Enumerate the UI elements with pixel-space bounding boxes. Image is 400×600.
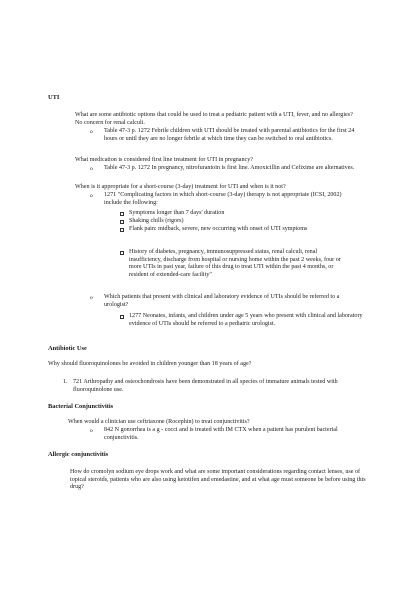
conjunctivitis-answer-gonorrhea: 842 N gonorrhea is a g - cocci and is treated with IM CTX when a patient has purulent bacterial conjunctivitis.: [104, 427, 338, 441]
square-bullet-icon: [120, 315, 124, 319]
square-bullet-icon: [120, 251, 124, 255]
complicating-factor-item: History of diabetes, pregnancy, immunosuppressed status, renal calculi, renal insufficiency, discharge from hospital or nursing home within the past 2 weeks, four or more UTIs in past year, failure of this drug to treat UTI within the past 4 months, or resident of extended-care facility": [129, 249, 341, 278]
uti-question-pregnancy: What medication is considered first line treatment for UTI in pregnancy?: [75, 157, 254, 163]
bullet-marker: o: [90, 295, 93, 301]
bullet-marker: o: [90, 193, 93, 199]
bullet-marker: o: [90, 428, 93, 434]
allergic-question-cromolyn: How do cromolyn sodium eye drops work and what are some important considerations regarding contact lenses, use of topical steroids, patients who are also using ketotifen and emedastine, and at what age must someone be before using this drug?: [70, 469, 366, 491]
complicating-factor-item: Symptoms longer than 7 days' duration: [129, 210, 225, 216]
square-bullet-icon: [120, 212, 124, 216]
uti-answer-pediatric-urologist: 1277 Neonates, infants, and children under age 5 years who present with clinical and laboratory evidence of UTIs should be referred to a pediatric urologist.: [129, 313, 363, 327]
uti-answer-febrile-children: Table 47-3 p. 1272 Febrile children with UTI should be treated with parental antibiotics for the first 24 hours or until they are no longer febrile at which time they can be switched to oral antibiotics.: [104, 128, 355, 142]
antibiotic-use-heading: Antibiotic Use: [48, 345, 87, 352]
conjunctivitis-question-ceftriaxone: When would a clinician use ceftriaxone (Rocephin) to treat conjunctivitis?: [68, 419, 250, 425]
uti-question-antibiotic-options: What are some antibiotic options that could be used to treat a pediatric patient with a UTI, fever, and no allergies? No concern for renal calculi.: [75, 112, 353, 126]
square-bullet-icon: [120, 228, 124, 232]
list-number: 1.: [63, 379, 68, 385]
bullet-marker: o: [90, 129, 93, 135]
antibiotic-answer-arthropathy: 721 Arthropathy and osteochondrosis have been demonstrated in all species of immature animals tested with fluoroquinolone use.: [73, 379, 338, 393]
allergic-conjunctivitis-heading: Allergic conjunctivitis: [48, 451, 109, 458]
bacterial-conjunctivitis-heading: Bacterial Conjunctivitis: [48, 403, 114, 410]
complicating-factor-item: Flank pain: midback, severe, new occurring with onset of UTI symptoms: [129, 226, 308, 232]
uti-heading: UTI: [48, 94, 60, 101]
uti-question-urologist-referral: Which patients that present with clinical and laboratory evidence of UTIs should be referred to a urologist?: [104, 294, 340, 308]
uti-question-short-course: When is it appropriate for a short-course (3-day) treatment for UTI and when is it not?: [75, 184, 286, 190]
square-bullet-icon: [120, 220, 124, 224]
uti-answer-complicating-factors: 1271 "Complicating factors in which short-course (3-day) therapy is not appropriate (ICSI, 2002) include the following:: [104, 192, 342, 206]
bullet-marker: o: [90, 166, 93, 172]
antibiotic-question-fluoroquinolones: Why should fluoroquinolones be avoided in children younger than 18 years of age?: [48, 361, 252, 367]
complicating-factor-item: Shaking chills (rigors): [129, 218, 184, 224]
uti-answer-nitrofurantoin: Table 47-3 p. 1272 In pregnancy, nitrofurantoin is first line. Amoxicillin and Cefixime are alternatives.: [104, 165, 355, 171]
